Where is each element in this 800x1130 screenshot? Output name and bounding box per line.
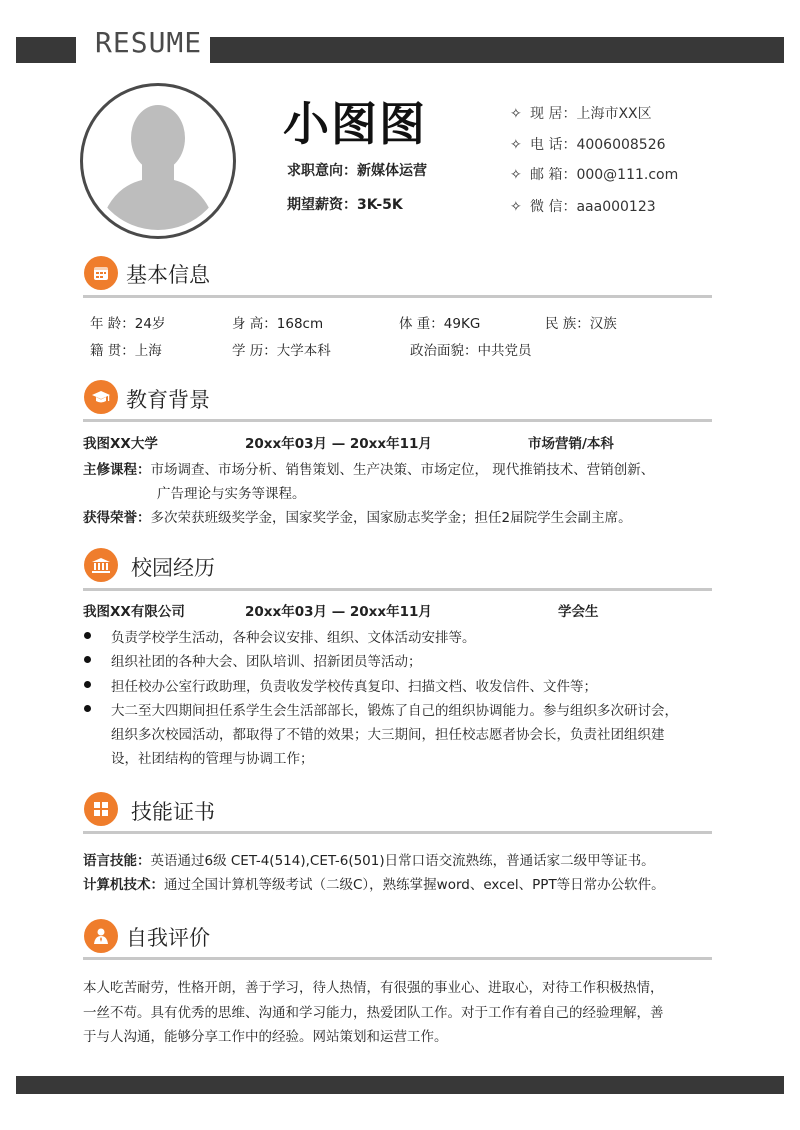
resume-heading: RESUME <box>95 26 203 59</box>
diamond-star-icon: ✧ <box>510 106 522 122</box>
building-icon <box>84 548 118 582</box>
campus-bullet-1: 负责学校学生活动，各种会议安排、组织、文体活动安排等。 <box>111 630 476 646</box>
section-divider <box>83 831 712 834</box>
campus-bullet-4: 大二至大四期间担任系学生会生活部部长，锻炼了自己的组织协调能力。参与组织多次研讨会， <box>111 703 678 719</box>
campus-bullet-2: 组织社团的各种大会、团队培训、招新团员等活动； <box>111 654 422 670</box>
contact-residence: ✧ 现 居：上海市XX区 <box>510 106 652 122</box>
section-divider <box>83 419 712 422</box>
contact-email: ✧ 邮 箱：000@111.com <box>510 167 679 183</box>
edu-courses: 主修课程：市场调查、市场分析、销售策划、生产决策、市场定位， 现代推销技术、营销创新、 <box>83 462 655 478</box>
skill-language: 语言技能：英语通过6级 CET-4(514),CET-6(501)日常口语交流熟练，普通话家二级甲等证书。 <box>83 853 655 869</box>
basic-weight: 体 重：49KG <box>399 316 481 332</box>
campus-bullet-4-cont: 组织多次校园活动，都取得了不错的效果；大三期间，担任校志愿者协会长，负责社团组织建 <box>111 727 665 743</box>
basic-ethnicity: 民 族：汉族 <box>545 316 617 332</box>
section-title-basic: 基本信息 <box>126 263 210 287</box>
basic-age: 年 龄：24岁 <box>90 316 166 332</box>
section-title-education: 教育背景 <box>126 388 210 412</box>
edu-courses-cont: 广告理论与实务等课程。 <box>157 486 306 502</box>
header-bar-left <box>16 37 76 63</box>
self-eval-line-3: 于与人沟通，能够分享工作中的经验。网站策划和运营工作。 <box>83 1029 448 1045</box>
section-divider <box>83 295 712 298</box>
basic-degree: 学 历：大学本科 <box>232 343 331 359</box>
self-eval-line-1: 本人吃苦耐劳，性格开朗，善于学习，待人热情，有很强的事业心、进取心，对待工作积极热情， <box>83 980 664 996</box>
footer-bar <box>16 1076 784 1094</box>
person-icon <box>84 919 118 953</box>
basic-politics: 政治面貌：中共党员 <box>410 343 532 359</box>
calendar-icon <box>84 256 118 290</box>
contact-phone: ✧ 电 话：4006008526 <box>510 137 666 153</box>
bullet-dot <box>84 632 91 639</box>
self-eval-line-2: 一丝不苟。具有优秀的思维、沟通和学习能力，热爱团队工作。对于工作有着自己的经验理解，善 <box>83 1005 664 1021</box>
avatar <box>89 92 227 230</box>
diamond-star-icon: ✧ <box>510 167 522 183</box>
windows-grid-icon <box>84 792 118 826</box>
diamond-star-icon: ✧ <box>510 199 522 215</box>
section-title-campus: 校园经历 <box>131 556 215 580</box>
contact-wechat: ✧ 微 信：aaa000123 <box>510 199 656 215</box>
diamond-star-icon: ✧ <box>510 137 522 153</box>
basic-hometown: 籍 贯：上海 <box>90 343 162 359</box>
section-divider <box>83 957 712 960</box>
edu-period: 20xx年03月 — 20xx年11月 <box>245 436 432 452</box>
campus-bullet-4-cont: 设，社团结构的管理与协调工作； <box>111 751 314 767</box>
graduation-cap-icon <box>84 380 118 414</box>
basic-height: 身 高：168cm <box>232 316 324 332</box>
campus-role: 学会生 <box>558 604 599 620</box>
section-divider <box>83 588 712 591</box>
campus-bullet-3: 担任校办公室行政助理，负责收发学校传真复印、扫描文档、收发信件、文件等； <box>111 679 597 695</box>
skill-computer: 计算机技术：通过全国计算机等级考试（二级C），熟练掌握word、excel、PPT等日常办公软件。 <box>83 877 665 893</box>
edu-honors: 获得荣誉：多次荣获班级奖学金，国家奖学金，国家励志奖学金；担任2届院学生会副主席。 <box>83 510 632 526</box>
person-silhouette-icon <box>89 92 227 230</box>
expected-salary: 期望薪资：3K-5K <box>287 197 403 213</box>
bullet-dot <box>84 656 91 663</box>
section-title-skills: 技能证书 <box>131 800 215 824</box>
bullet-dot <box>84 681 91 688</box>
header-bar-right <box>210 37 784 63</box>
section-title-self: 自我评价 <box>126 926 210 950</box>
campus-org: 我图XX有限公司 <box>83 604 185 620</box>
edu-major: 市场营销/本科 <box>528 436 614 452</box>
bullet-dot <box>84 705 91 712</box>
edu-school: 我图XX大学 <box>83 436 158 452</box>
job-intent: 求职意向：新媒体运营 <box>287 163 427 179</box>
candidate-name: 小图图 <box>283 97 427 151</box>
campus-period: 20xx年03月 — 20xx年11月 <box>245 604 432 620</box>
